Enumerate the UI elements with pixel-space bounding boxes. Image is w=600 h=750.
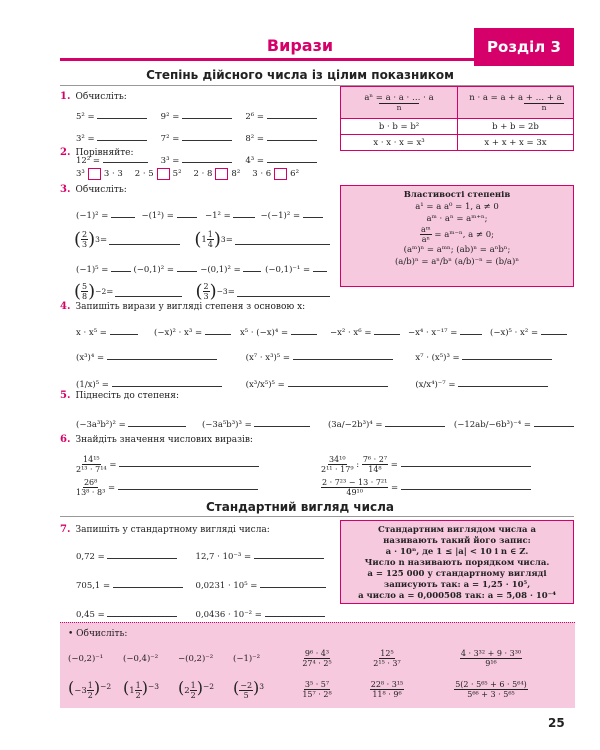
- frac-num: 2: [203, 282, 209, 291]
- answer-blank[interactable]: [460, 325, 482, 335]
- property-line: (aᵐ)ⁿ = aᵐⁿ; (ab)ⁿ = aⁿbⁿ;: [403, 245, 511, 255]
- frac-num: 2 · 7²³ − 13 · 7²¹: [322, 478, 388, 487]
- answer-blank[interactable]: [462, 350, 552, 360]
- table-cell: aⁿ = a · a · … · a n: [341, 87, 458, 119]
- frac-num: 5(2 · 5⁶⁵ + 6 · 5⁶⁴): [455, 679, 527, 689]
- subtitle: Степінь дійсного числа із цілим показником: [146, 68, 454, 82]
- expr: (−0,4)⁻²: [123, 653, 159, 664]
- expr: 12² =: [76, 156, 101, 166]
- expr: 9² =: [160, 112, 180, 122]
- table-cell: b + b = 2b: [458, 119, 574, 135]
- box-line: записують так: a = 1,25 · 10⁵,: [383, 580, 531, 590]
- properties-title: Властивості степенів: [403, 190, 511, 200]
- task-3: 3. Обчисліть: (−1)² = −(1²) = −1² = −(−1)² = ( $\frac{2}{3}$ ) 3 = ( 1 $\frac{1}{4}$ ) 3 = (−1)⁵ = (−0,1)² = −(0,1)² = (−0,1)⁻¹ = ( $\frac{5}{8}$ ) −2 = ( $\frac{2}{3}$ ) −3 =: [60, 180, 330, 302]
- page-number: 25: [548, 716, 565, 730]
- definition-table: [340, 86, 574, 151]
- table-cell: n · a = a + a + … + a n: [458, 87, 574, 119]
- task-title: Знайдіть значення числових виразів:: [75, 434, 253, 445]
- answer-blank[interactable]: [254, 549, 324, 559]
- answer-blank[interactable]: [303, 208, 323, 218]
- task-title: Порівняйте:: [75, 147, 134, 158]
- answer-blank[interactable]: [107, 549, 177, 559]
- box-line: a = 125 000 у стандартному вигляді: [367, 569, 547, 579]
- expr: (1/x)⁵ =: [76, 380, 109, 390]
- expr: (x⁷ · x³)⁵ =: [245, 353, 291, 363]
- task-2: [60, 143, 299, 180]
- answer-blank[interactable]: [177, 208, 197, 218]
- task-title: Запишіть вирази у вигляді степеня з основою x:: [75, 301, 306, 312]
- expr: 0,45 =: [76, 610, 105, 620]
- answer-blank[interactable]: [111, 208, 135, 218]
- expr: 2 · 5: [134, 169, 154, 179]
- task-5: [60, 386, 575, 430]
- exponent: 3: [220, 235, 226, 244]
- answer-blank[interactable]: [291, 325, 317, 335]
- answer-blank[interactable]: [401, 457, 531, 467]
- expr: 0,72 =: [76, 552, 105, 562]
- compare-box[interactable]: [157, 168, 170, 180]
- answer-blank[interactable]: [97, 109, 147, 119]
- task-title: Запишіть у стандартному вигляді числа:: [75, 524, 270, 535]
- expr: −x² · x⁶ =: [330, 328, 372, 338]
- expr: (−0,1)⁻¹ =: [265, 265, 311, 275]
- expr: (−3a³b²)² =: [76, 420, 126, 430]
- expr: (3a/−2b³)⁴ =: [327, 420, 383, 430]
- task-number: 6.: [60, 434, 71, 445]
- section-tag: Розділ 3: [474, 28, 574, 66]
- standard-form-box: [340, 520, 574, 604]
- task-6: 6. Знайдіть значення числових виразів: $\frac{\text{14¹⁵}}{\text{2¹³ · 7¹⁴}}$ = $\frac{\text{34¹⁰}}{\text{2¹¹ · 17⁹}}$ : $\frac{\text{7⁶ · 2⁷}}{\text{14⁸}}$ = $\frac{\text{26⁸}}{\text{13⁸ · 8³}}$ = $\frac{\text{2 · 7²³ − 13 · 7²¹}}{\text{49¹⁰}}$ =: [60, 430, 575, 497]
- box-line: Стандартним виглядом числа a: [377, 525, 537, 535]
- answer-blank[interactable]: [385, 417, 445, 427]
- compare-box[interactable]: [215, 168, 228, 180]
- property-line: a¹ = a a⁰ = 1, a ≠ 0: [415, 202, 499, 212]
- expr: 3³: [76, 169, 85, 179]
- expr: (−0,2)⁻¹: [68, 653, 104, 664]
- expr: (−x)² · x³ =: [154, 328, 203, 338]
- expr: 6²: [290, 169, 299, 179]
- expr: 12,7 · 10⁻³ =: [195, 552, 252, 562]
- frac-den: 2¹¹ · 17⁹: [321, 465, 354, 474]
- expr: (−12ab/−6b³)⁻⁴ =: [453, 420, 531, 430]
- frac-den: 27⁴ · 2⁵: [302, 659, 332, 668]
- answer-blank[interactable]: [113, 578, 183, 588]
- exponent: −3: [216, 287, 228, 296]
- frac-den: 14⁸: [368, 465, 382, 474]
- task-number: 7.: [60, 524, 71, 535]
- frac-den: 4: [207, 240, 213, 249]
- frac-den: 8: [82, 292, 88, 301]
- frac-num: 22⁸ · 3¹⁵: [370, 679, 404, 689]
- page-title: Вирази: [266, 36, 334, 55]
- box-line: називають такий його запис:: [383, 536, 531, 546]
- frac-den: 15⁷ · 2⁸: [302, 689, 332, 699]
- frac-den: 9¹⁶: [485, 659, 497, 668]
- answer-blank[interactable]: [115, 287, 182, 297]
- frac-num: 3⁵ · 5⁷: [304, 679, 330, 689]
- task-title: Обчисліть:: [75, 184, 127, 195]
- expr: 5² =: [76, 112, 95, 122]
- answer-blank[interactable]: [119, 457, 259, 467]
- expr: x · x⁵ =: [76, 328, 107, 338]
- answer-blank[interactable]: [109, 235, 180, 245]
- frac-num: 5: [82, 282, 88, 291]
- answer-blank[interactable]: [107, 607, 177, 617]
- frac-den: 3: [82, 240, 88, 249]
- task-number: 2.: [60, 147, 71, 158]
- expr: 3 · 6: [252, 169, 272, 179]
- answer-blank[interactable]: [260, 578, 326, 588]
- box-line: а число a = 0,000508 так: a = 5,08 · 10⁻⁴: [358, 591, 556, 601]
- properties-box: [340, 185, 574, 287]
- expr: 5²: [172, 169, 182, 179]
- expr: −(1²) =: [141, 211, 174, 221]
- expr: x⁵ · (−x)⁴ =: [240, 328, 289, 338]
- expr: 0,0231 · 10⁵ =: [195, 581, 258, 591]
- frac-den: 3: [203, 292, 209, 301]
- answer-blank[interactable]: [293, 350, 393, 360]
- expr: x⁷ · (x⁵)³ =: [415, 353, 460, 363]
- expr: 3² =: [76, 134, 95, 144]
- answer-blank[interactable]: [267, 109, 317, 119]
- expr: (x/x⁴)⁻⁷ =: [415, 380, 456, 390]
- mixed-whole: 1: [201, 234, 207, 245]
- task-title: Обчисліть:: [75, 91, 127, 102]
- frac-den: 2¹⁵ · 3⁷: [373, 659, 401, 668]
- expr: (−x)⁵ · x² =: [490, 328, 539, 338]
- frac-num: 12⁵: [380, 649, 394, 658]
- section-heading: Стандартний вигляд числа: [205, 500, 395, 514]
- exponent: 3: [95, 235, 100, 244]
- frac-num: 14¹⁵: [83, 455, 100, 464]
- expr: −(−1)² =: [260, 211, 301, 221]
- table-cell: x · x · x = x³: [341, 135, 458, 151]
- table-cell: x + x + x = 3x: [458, 135, 574, 151]
- answer-blank[interactable]: [128, 417, 186, 427]
- expr: 2 · 8: [193, 169, 213, 179]
- frac-num: 9⁶ · 4³: [304, 649, 330, 658]
- expr: 0,0436 · 10⁻² =: [195, 610, 262, 620]
- answer-blank[interactable]: [401, 480, 531, 490]
- frac-num: 7⁶ · 2⁷: [362, 455, 388, 464]
- expr: 3 · 3: [103, 169, 123, 179]
- frac-num: 26⁸: [83, 478, 98, 487]
- box-line: a · 10ⁿ, де 1 ≤ |a| < 10 і n ∈ Z.: [385, 547, 529, 557]
- table-cell: b · b = b²: [341, 119, 458, 135]
- expr: (−3a⁵b³)³ =: [201, 420, 252, 430]
- answer-blank[interactable]: [182, 131, 232, 141]
- expr: 4³ =: [245, 156, 264, 166]
- frac-den: 5⁶⁶ + 3 · 5⁶⁵: [467, 689, 515, 699]
- answer-blank[interactable]: [254, 417, 310, 427]
- expr: −1² =: [204, 211, 231, 221]
- expr: 3³ =: [160, 156, 180, 166]
- answer-blank[interactable]: [182, 109, 232, 119]
- answer-blank[interactable]: [205, 325, 231, 335]
- frac-num: 4 · 3³² + 9 · 3³⁰: [460, 649, 522, 658]
- answer-blank[interactable]: [541, 325, 567, 335]
- expr: 7² =: [160, 134, 180, 144]
- task-7: [60, 520, 335, 620]
- frac-den: 13⁸ · 8³: [76, 488, 106, 497]
- expr: 705,1 =: [76, 581, 111, 591]
- frac-num: 34¹⁰: [328, 455, 346, 464]
- compare-box[interactable]: [88, 168, 101, 180]
- frac-num: 2: [82, 230, 88, 239]
- frac-den: 2¹³ · 7¹⁴: [76, 465, 107, 474]
- expr: 8²: [231, 169, 241, 179]
- task-title: Піднесіть до степеня:: [75, 390, 179, 401]
- exponent: −2: [95, 287, 107, 296]
- answer-blank[interactable]: [265, 607, 325, 617]
- task-number: 4.: [60, 301, 71, 312]
- task-number: 3.: [60, 184, 71, 195]
- answer-blank[interactable]: [374, 325, 400, 335]
- task-number: 5.: [60, 390, 71, 401]
- frac-den: 11⁸ · 9⁶: [372, 689, 402, 699]
- property-line: (a/b)ⁿ = aⁿ/bⁿ (a/b)⁻ⁿ = (b/a)ⁿ: [394, 257, 519, 267]
- answer-blank[interactable]: [267, 131, 317, 141]
- panel-title: • Обчисліть:: [68, 629, 128, 639]
- answer-blank[interactable]: [177, 262, 197, 272]
- task-4: [60, 297, 575, 390]
- answer-blank[interactable]: [118, 480, 258, 490]
- compare-box[interactable]: [274, 168, 287, 180]
- property-line: aᵐ · aⁿ = aᵐ⁺ⁿ;: [426, 214, 488, 224]
- frac-num: 1: [207, 230, 213, 239]
- expr: −(0,1)² =: [200, 265, 241, 275]
- answer-blank[interactable]: [235, 235, 330, 245]
- property-line: $\frac{\text{aᵐ}}{\text{aⁿ}}$ = aᵐ⁻ⁿ, a ≠ 0;: [421, 225, 494, 244]
- answer-blank[interactable]: [237, 287, 330, 297]
- box-line: Число n називають порядком числа.: [364, 558, 550, 568]
- task-number: 1.: [60, 91, 71, 102]
- answer-blank[interactable]: [233, 208, 255, 218]
- answer-blank[interactable]: [97, 131, 147, 141]
- answer-blank[interactable]: [107, 350, 217, 360]
- answer-blank[interactable]: [110, 325, 138, 335]
- heading-rule: [60, 516, 574, 517]
- answer-blank[interactable]: [111, 262, 131, 272]
- expr: (−1)² =: [76, 211, 109, 221]
- expr: (−0,1)² =: [133, 265, 174, 275]
- expr: 2⁶ =: [245, 112, 264, 122]
- frac-den: 49¹⁰: [346, 488, 363, 497]
- expr: (x³)⁴ =: [76, 353, 105, 363]
- expr: (−1)⁻²: [233, 653, 261, 664]
- answer-blank[interactable]: [313, 262, 327, 272]
- expr: (−1)⁵ =: [76, 265, 109, 275]
- bottom-exercise-panel: • Обчисліть: (−0,2)⁻¹ (−0,4)⁻² −(0,2)⁻² (−1)⁻² $\frac{\text{9⁶ · 4³}}{\text{27⁴ · 2⁵}}$ $\frac{\text{12⁵}}{\text{2¹⁵ · 3⁷}}$ $\frac{\text{4 · 3³² + 9 · 3³⁰}}{\text{9¹⁶}}$ (−3 $\frac{1}{2}$ )$^{-2}$ (1 $\frac{1}{2}$ )$^{-3}$ (2 $\frac{1}{2}$ )$^{-2}$ ( $\frac{-2}{5}$ )$^3$ $\frac{\text{3⁵ · 5⁷}}{\text{15⁷ · 2⁸}}$ $\frac{\text{22⁸ · 3¹⁵}}{\text{11⁸ · 9⁶}}$ $\frac{\text{5(2 · 5⁶⁵ + 6 · 5⁶⁴)}}{\text{5⁶⁶ + 3 · 5⁶⁵}}$: [60, 622, 575, 708]
- expr: −(0,2)⁻²: [178, 653, 214, 664]
- answer-blank[interactable]: [243, 262, 261, 272]
- answer-blank[interactable]: [534, 417, 574, 427]
- expr: −x⁴ · x⁻¹⁷ =: [408, 328, 458, 338]
- header-rule: [60, 58, 474, 61]
- expr: (x³/x⁵)⁵ =: [245, 380, 285, 390]
- expr: 8² =: [245, 134, 264, 144]
